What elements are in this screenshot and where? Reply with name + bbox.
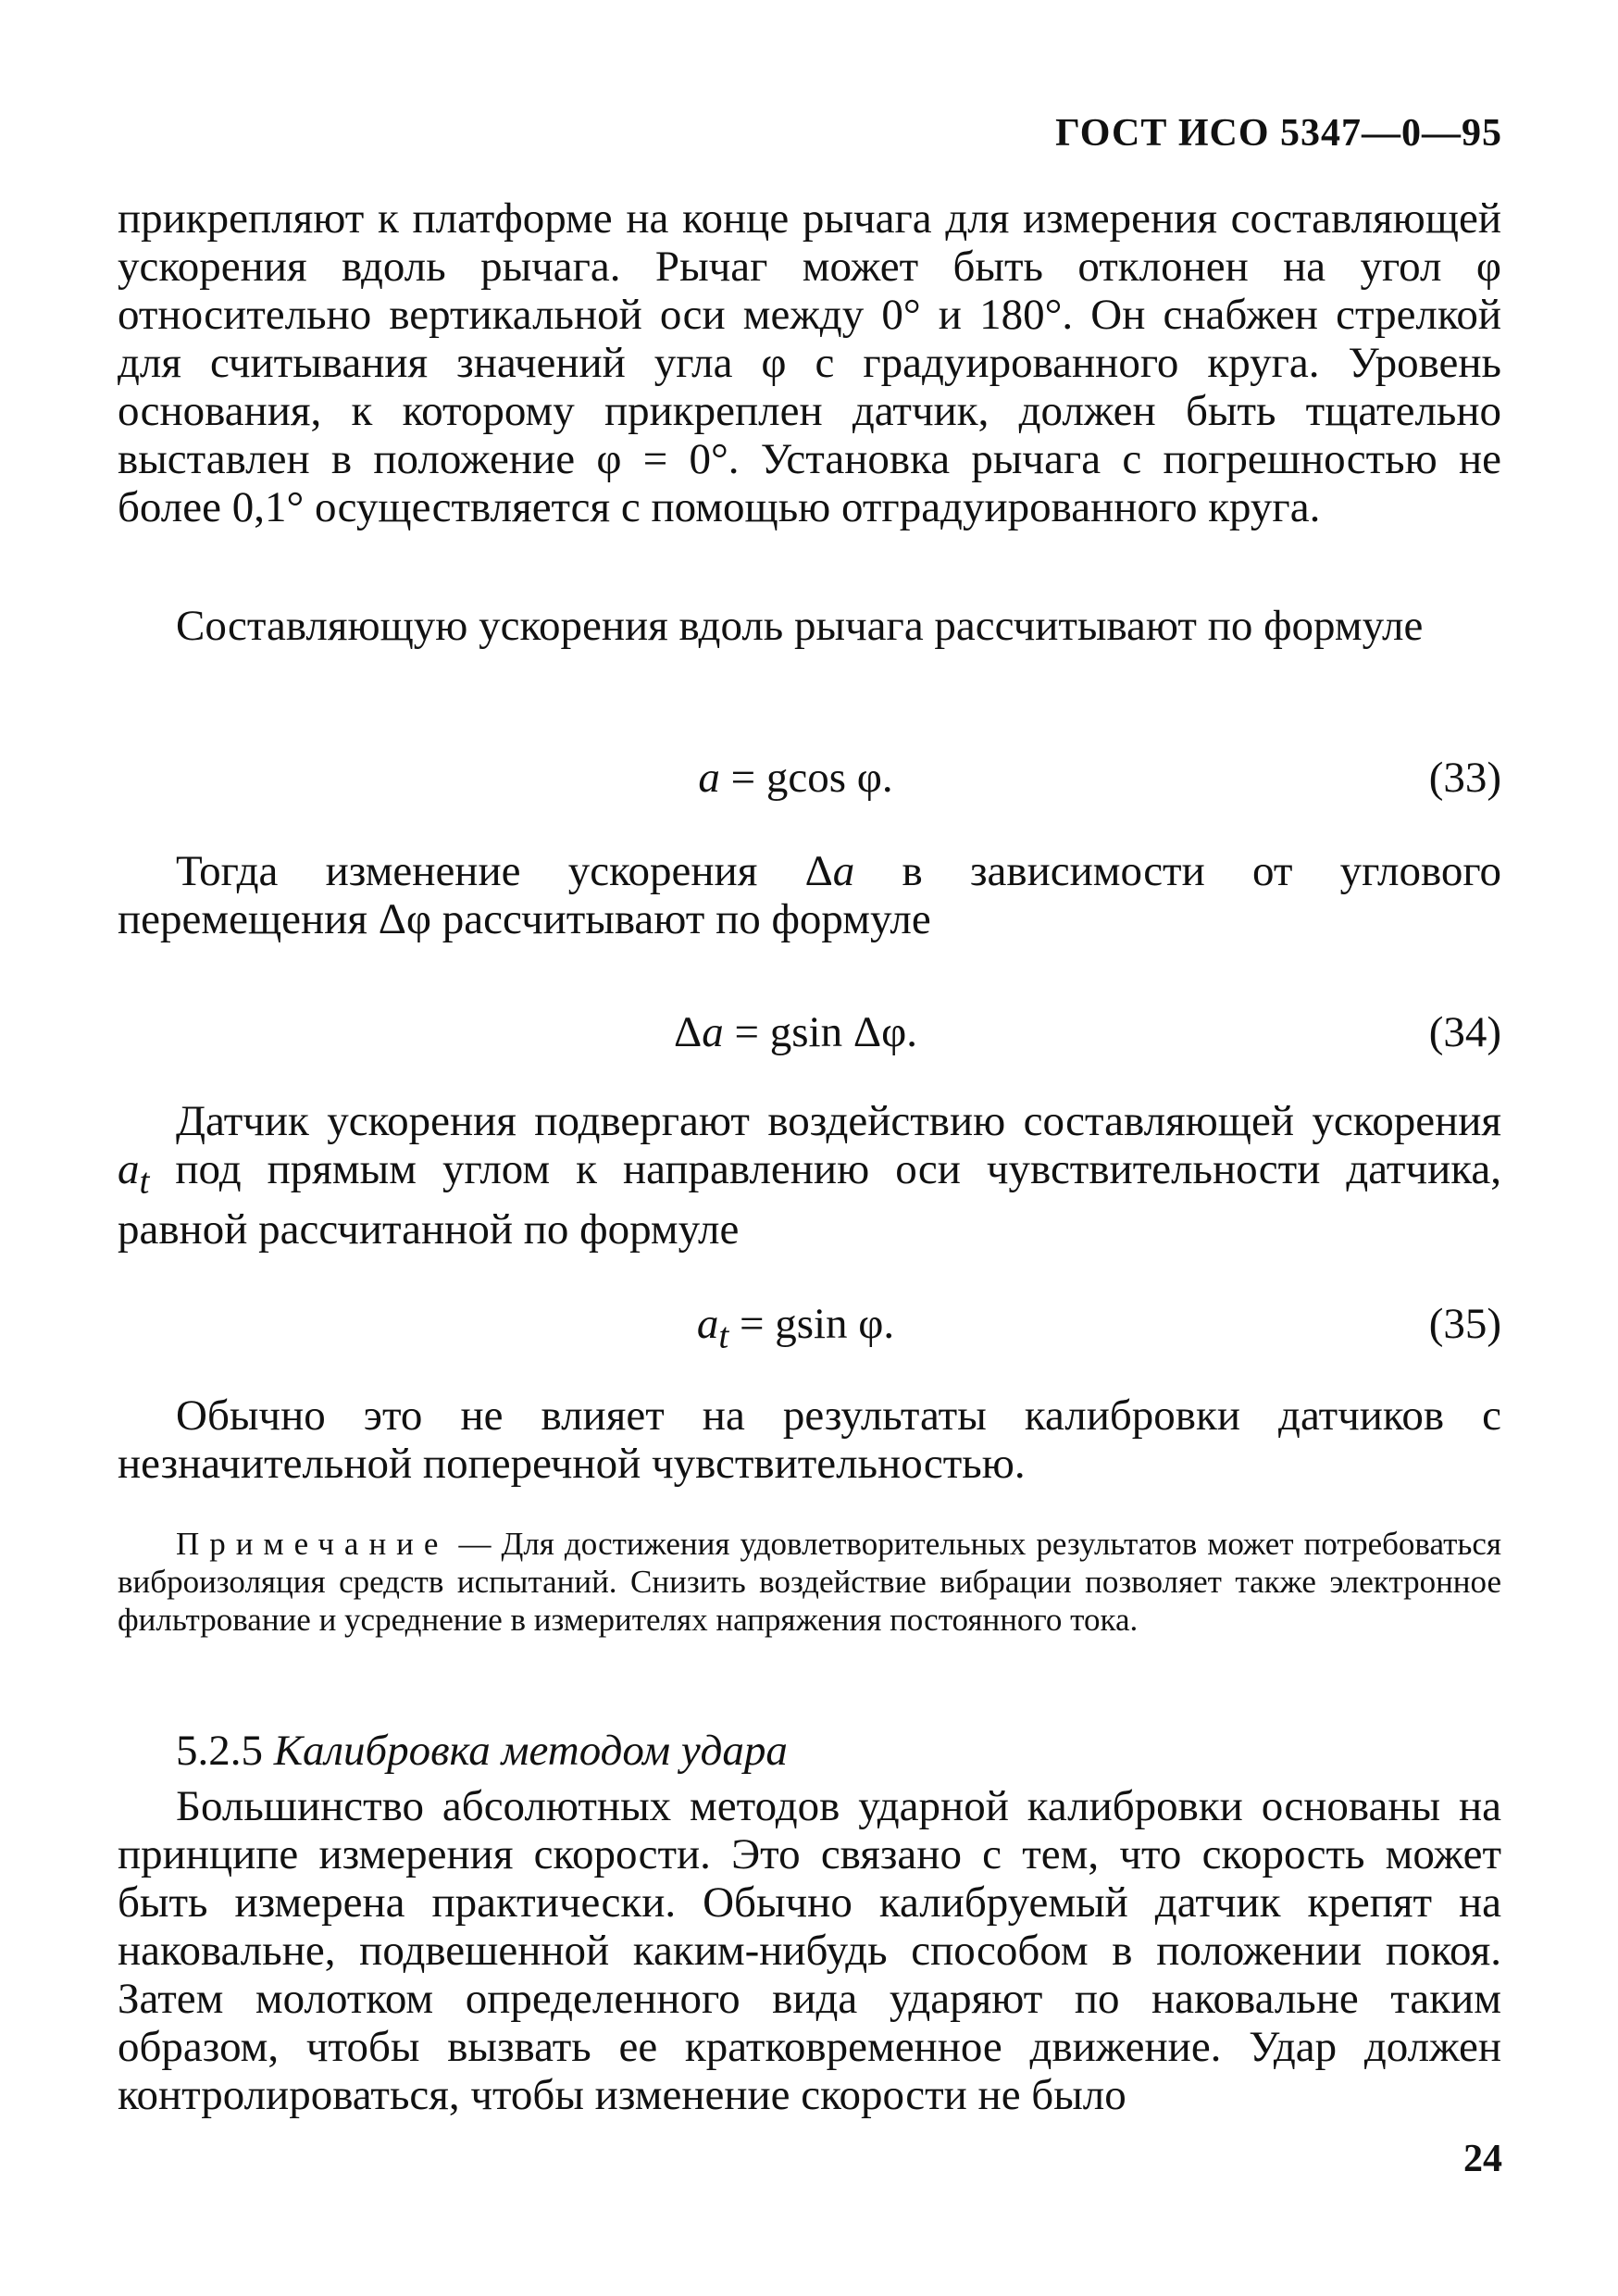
page-number: 24 <box>1463 2138 1502 2180</box>
section-title: Калибровка методом удара <box>273 1727 788 1775</box>
variable-a: a <box>118 1145 140 1193</box>
paragraph-text: Большинство абсолютных методов ударной калибровки основаны на принципе измерения скорости. Это связано с тем, что скорость может быть измерена практически. Обычно калибруемый датчик крепят на наковальне, подвешенной каким-нибудь способом в положении покоя. Затем молотком определенного вида ударяют по наковальне таким образом, чтобы вызвать ее кратковременное движение. Удар должен контролироваться, чтобы изменение скорости не было <box>118 1782 1501 2119</box>
paragraph-2 <box>118 602 1501 650</box>
formula-number: (34) <box>1428 1008 1501 1056</box>
formula-number: (35) <box>1428 1300 1501 1348</box>
formula-33 <box>118 750 1501 805</box>
formula-prefix: Δ <box>674 1008 703 1056</box>
paragraph-text: в зависимости от углового перемещения Δφ рассчитывают по формуле <box>118 847 1501 943</box>
variable-subscript: t <box>139 1161 150 1202</box>
paragraph-3 <box>118 847 1501 943</box>
formula-lhs: a <box>702 1008 724 1056</box>
section-number: 5.2.5 <box>176 1727 274 1775</box>
variable-a: a <box>832 847 855 895</box>
note-label: Примечание <box>176 1526 449 1562</box>
paragraph-4 <box>118 1097 1501 1254</box>
formula-lhs: a <box>696 1300 719 1348</box>
section-heading <box>176 1727 788 1775</box>
note-dash: — <box>448 1526 502 1562</box>
paragraph-5 <box>118 1391 1501 1488</box>
paragraph-text: Обычно это не влияет на результаты калибровки датчиков с незначительной поперечной чувствительностью. <box>118 1391 1501 1488</box>
formula-34 <box>118 1004 1501 1060</box>
formula-subscript: t <box>718 1316 729 1356</box>
note <box>118 1525 1501 1639</box>
paragraph-text: Датчик ускорения подвергают воздействию составляющей ускорения <box>176 1097 1501 1145</box>
formula-35 <box>118 1296 1501 1356</box>
formula-number: (33) <box>1428 754 1501 802</box>
paragraph-text: Составляющую ускорения вдоль рычага рассчитывают по формуле <box>176 602 1424 650</box>
formula-rhs: = gsin φ. <box>728 1300 895 1348</box>
formula-rhs: = gcos φ. <box>719 754 893 802</box>
paragraph-6 <box>118 1782 1501 2119</box>
formula-lhs: a <box>698 754 720 802</box>
paragraph-text: под прямым углом к направлению оси чувствительности датчика, равной рассчитанной по формуле <box>118 1145 1501 1254</box>
paragraph-text: Тогда изменение ускорения Δ <box>176 847 833 895</box>
paragraph-1 <box>118 194 1501 531</box>
document-header: ГОСТ ИСО 5347—0—95 <box>1055 112 1502 155</box>
paragraph-text: прикрепляют к платформе на конце рычага для измерения составляющей ускорения вдоль рычага. Рычаг может быть отклонен на угол φ относительно вертикальной оси между 0° и 180°. Он снабжен стрелкой для считывания значений угла φ с градуированного круга. Уровень основания, к которому прикреплен датчик, должен быть тщательно выставлен в положение φ = 0°. Установка рычага с погрешностью не более 0,1° осуществляется с помощью отградуированного круга. <box>118 194 1501 531</box>
note-text: Для достижения удовлетворительных результатов может потребоваться виброизоляция средств испытаний. Снизить воздействие вибрации позволяет также электронное фильтрование и усреднение в измерителях напряжения постоянного тока. <box>118 1526 1501 1638</box>
formula-rhs: = gsin Δφ. <box>723 1008 917 1056</box>
